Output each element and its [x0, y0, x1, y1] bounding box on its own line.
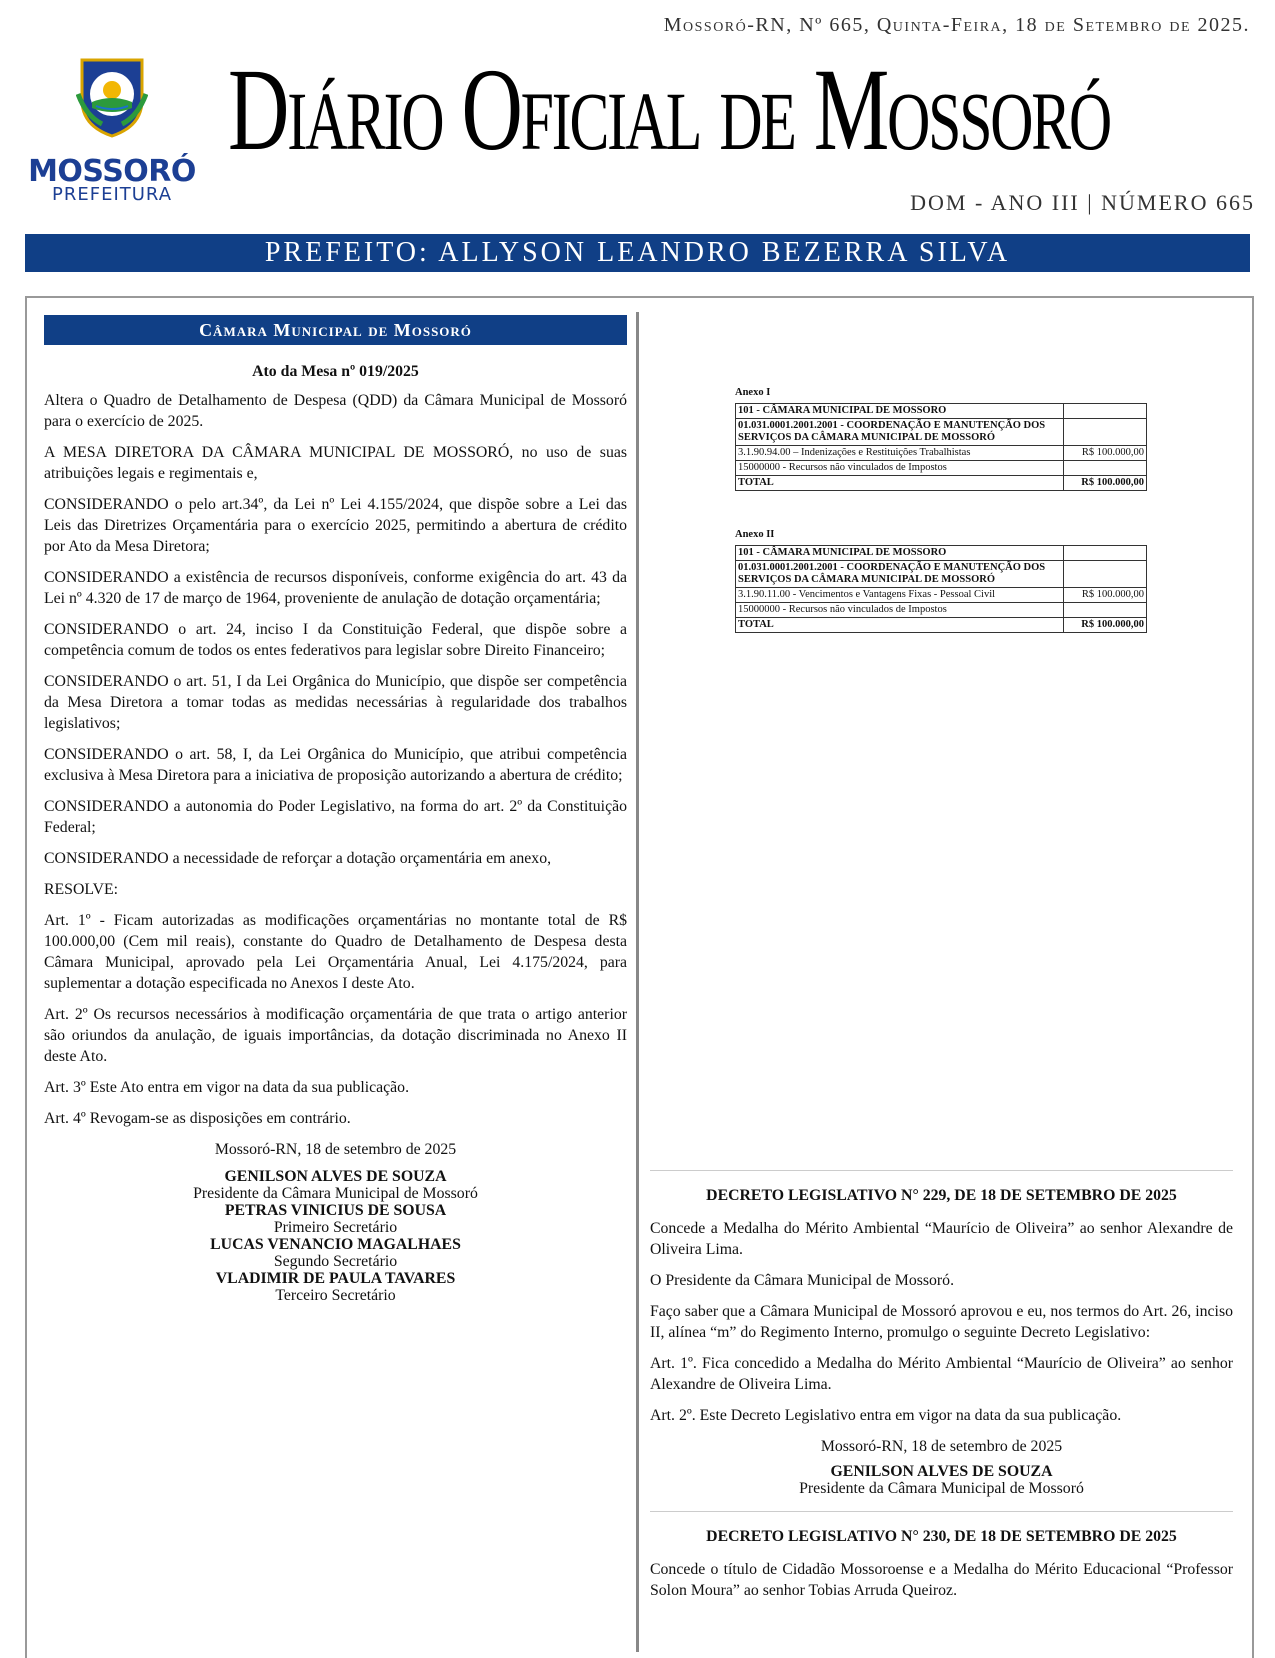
table-row — [736, 419, 1147, 446]
logo-name: MOSSORÓ — [28, 154, 196, 189]
decreto-paragraph: O Presidente da Câmara Municipal de Mossoró. — [650, 1272, 955, 1289]
annex-action: 01.031.0001.2001.2001 - COORDENAÇÃO E MANUTENÇÃO DOS SERVIÇOS DA CÂMARA MUNICIPAL DE MOSSORÓ — [736, 419, 1064, 446]
decreto-paragraph: Art. 1º. Fica concedido a Medalha do Mérito Ambiental “Maurício de Oliveira” ao senhor Alexandre de Oliveira Lima. — [650, 1355, 1233, 1393]
ato-body — [44, 390, 627, 1129]
ato-title: Ato da Mesa nº 019/2025 — [252, 363, 419, 380]
decreto-paragraph: Concede o título de Cidadão Mossoroense e a Medalha do Mérito Educacional “Professor Solon Moura” ao senhor Tobias Arruda Queiroz. — [650, 1561, 1233, 1599]
signatory-name: LUCAS VENANCIO MAGALHAES — [210, 1236, 461, 1253]
signatory-role: Segundo Secretário — [273, 1253, 398, 1270]
signatory-name: PETRAS VINICIUS DE SOUSA — [224, 1202, 447, 1219]
annex-2 — [735, 529, 1147, 633]
annex-label: Anexo I — [735, 387, 771, 398]
table-cell-empty — [1064, 404, 1147, 419]
table-row — [736, 588, 1147, 603]
ato-paragraph: A MESA DIRETORA DA CÂMARA MUNICIPAL DE MOSSORÓ, no uso de suas atribuições legais e regimentais e, — [44, 444, 627, 482]
table-row — [736, 561, 1147, 588]
masthead-title: Diário Oficial de Mossoró — [228, 44, 1110, 175]
decreto-signature — [650, 1463, 1233, 1497]
signatory-name: GENILSON ALVES DE SOUZA — [830, 1463, 1053, 1480]
annex-unit: 101 - CÂMARA MUNICIPAL DE MOSSORO — [736, 404, 1064, 419]
signatory-role: Terceiro Secretário — [275, 1287, 396, 1304]
ato-paragraph: CONSIDERANDO o art. 24, inciso I da Constituição Federal, que dispõe sobre a competência comum de todos os entes federativos para legislar sobre Direito Financeiro; — [44, 621, 627, 659]
ato-paragraph: CONSIDERANDO o art. 58, I, da Lei Orgânica do Município, que atribui competência exclusiva à Mesa Diretora para a iniciativa de proposição autorizando a abertura de crédito; — [44, 746, 627, 784]
mayor-banner: PREFEITO: ALLYSON LEANDRO BEZERRA SILVA — [25, 234, 1250, 272]
annex-total-label: TOTAL — [736, 476, 1064, 491]
ato-paragraph: Art. 3º Este Ato entra em vigor na data da sua publicação. — [44, 1079, 410, 1096]
decreto-paragraph: Faço saber que a Câmara Municipal de Mossoró aprovou e eu, nos termos do Art. 26, inciso II, alínea “m” do Regimento Interno, promulgo o seguinte Decreto Legislativo: — [650, 1303, 1233, 1341]
ato-paragraph: CONSIDERANDO a autonomia do Poder Legislativo, na forma do art. 2º da Constituição Federal; — [44, 798, 627, 836]
annex-action: 01.031.0001.2001.2001 - COORDENAÇÃO E MANUTENÇÃO DOS SERVIÇOS DA CÂMARA MUNICIPAL DE MOSSORÓ — [736, 561, 1064, 588]
edition-line: DOM - ANO III | NÚMERO 665 — [910, 190, 1255, 215]
decreto-paragraph: Concede a Medalha do Mérito Ambiental “Maurício de Oliveira” ao senhor Alexandre de Oliveira Lima. — [650, 1220, 1233, 1258]
logo-subtitle: PREFEITURA — [51, 184, 173, 205]
annex-total-value: R$ 100.000,00 — [1064, 476, 1147, 491]
ato-paragraph: CONSIDERANDO o art. 51, I da Lei Orgânica do Município, que dispõe ser competência da Mesa Diretora a tomar todas as medidas necessárias à regularidade dos trabalhos legislativos; — [44, 673, 627, 732]
left-column — [44, 315, 627, 1304]
annex-item-value: R$ 100.000,00 — [1064, 446, 1147, 461]
ato-place-date: Mossoró-RN, 18 de setembro de 2025 — [214, 1141, 457, 1158]
ato-paragraph: CONSIDERANDO o pelo art.34º, da Lei nº Lei 4.155/2024, que dispõe sobre a Lei das Leis das Diretrizes Orçamentária para o exercício 2025, permitindo a abertura de crédito por Ato da Mesa Diretora; — [44, 496, 627, 555]
divider — [650, 1170, 1233, 1171]
prefeitura-logo — [22, 46, 202, 206]
signatory-role: Primeiro Secretário — [273, 1219, 398, 1236]
table-row — [736, 546, 1147, 561]
annex-source: 15000000 - Recursos não vinculados de Impostos — [736, 461, 1064, 476]
annex-item-value: R$ 100.000,00 — [1064, 588, 1147, 603]
decreto-paragraph: Art. 2º. Este Decreto Legislativo entra em vigor na data da sua publicação. — [650, 1407, 1122, 1424]
decreto-230-title: DECRETO LEGISLATIVO N° 230, DE 18 DE SETEMBRO DE 2025 — [706, 1528, 1177, 1545]
dateline: Mossoró-RN, Nº 665, Quinta-Feira, 18 de Setembro de 2025. — [663, 14, 1250, 36]
signatory-name: VLADIMIR DE PAULA TAVARES — [215, 1270, 456, 1287]
annex-item: 3.1.90.11.00 - Vencimentos e Vantagens Fixas - Pessoal Civil — [736, 588, 1064, 603]
signatory-role: Presidente da Câmara Municipal de Mossoró — [799, 1480, 1084, 1497]
ato-paragraph: CONSIDERANDO a existência de recursos disponíveis, conforme exigência do art. 43 da Lei nº 4.320 de 17 de março de 1964, proveniente de anulação de dotação orçamentária; — [44, 569, 627, 607]
decreto-place-date: Mossoró-RN, 18 de setembro de 2025 — [820, 1438, 1063, 1455]
table-row — [736, 446, 1147, 461]
ato-paragraph: Altera o Quadro de Detalhamento de Despesa (QDD) da Câmara Municipal de Mossoró para o exercício de 2025. — [44, 392, 627, 430]
ato-paragraph: RESOLVE: — [44, 881, 119, 898]
table-cell-empty — [1064, 461, 1147, 476]
table-row — [736, 404, 1147, 419]
right-column — [650, 1170, 1233, 1611]
table-row — [736, 461, 1147, 476]
ato-paragraph: Art. 4º Revogam-se as disposições em contrário. — [44, 1110, 351, 1127]
ato-paragraph: CONSIDERANDO a necessidade de reforçar a dotação orçamentária em anexo, — [44, 850, 552, 867]
signatory-name: GENILSON ALVES DE SOUZA — [224, 1168, 447, 1185]
annex-table — [735, 403, 1147, 491]
annex-item: 3.1.90.94.00 – Indenizações e Restituições Trabalhistas — [736, 446, 1064, 461]
annex-source: 15000000 - Recursos não vinculados de Impostos — [736, 603, 1064, 618]
signatory-role: Presidente da Câmara Municipal de Mossoró — [193, 1185, 478, 1202]
column-divider — [636, 312, 639, 1652]
decreto-229-title: DECRETO LEGISLATIVO N° 229, DE 18 DE SETEMBRO DE 2025 — [706, 1187, 1177, 1204]
ato-paragraph: Art. 1º - Ficam autorizadas as modificações orçamentárias no montante total de R$ 100.000,00 (Cem mil reais), constante do Quadro de Detalhamento de Despesa desta Câmara Municipal, aprovado pela Lei Orçamentária Anual, Lei 4.175/2024, para suplementar a dotação especificada no Anexos I deste Ato. — [44, 912, 627, 992]
annex-table — [735, 545, 1147, 633]
annex-label: Anexo II — [735, 529, 775, 540]
table-row — [736, 603, 1147, 618]
table-cell-empty — [1064, 546, 1147, 561]
annex-1 — [735, 387, 1147, 491]
section-title: Câmara Municipal de Mossoró — [44, 315, 627, 345]
annex-unit: 101 - CÂMARA MUNICIPAL DE MOSSORO — [736, 546, 1064, 561]
annex-total-value: R$ 100.000,00 — [1064, 618, 1147, 633]
table-row — [736, 476, 1147, 491]
table-cell-empty — [1064, 603, 1147, 618]
ato-paragraph: Art. 2º Os recursos necessários à modificação orçamentária de que trata o artigo anterior são oriundos da anulação, de iguais importâncias, da dotação discriminada no Anexo II deste Ato. — [44, 1006, 627, 1065]
ato-signatures — [44, 1168, 627, 1304]
table-row — [736, 618, 1147, 633]
table-cell-empty — [1064, 561, 1147, 588]
annex-total-label: TOTAL — [736, 618, 1064, 633]
table-cell-empty — [1064, 419, 1147, 446]
divider — [650, 1511, 1233, 1512]
city-seal-icon — [76, 54, 148, 138]
